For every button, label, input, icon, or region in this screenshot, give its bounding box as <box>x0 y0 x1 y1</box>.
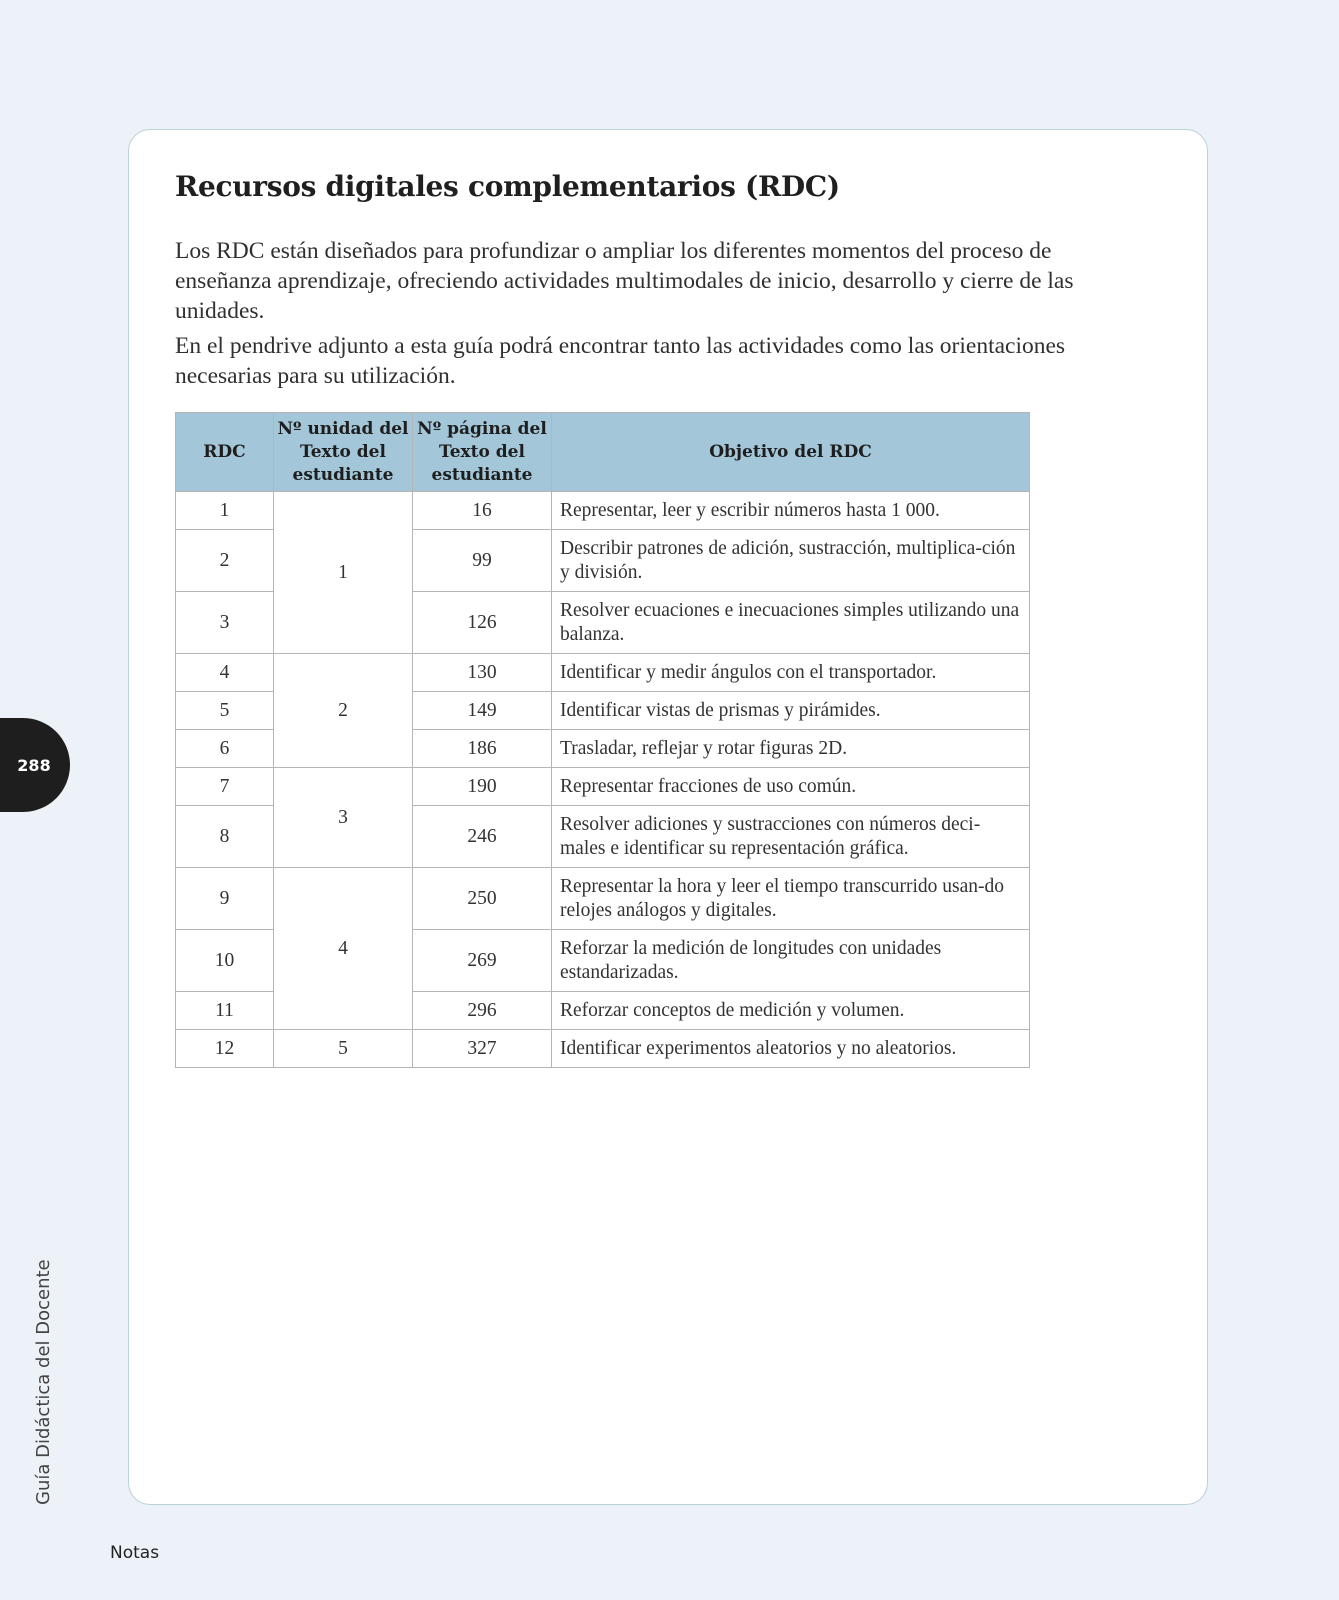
intro-text <box>175 236 1075 396</box>
unit-cell: 3 <box>274 768 413 868</box>
page-cell: 149 <box>413 692 552 730</box>
rdc-cell: 1 <box>176 492 274 530</box>
objective-cell: Identificar vistas de prismas y pirámides. <box>552 692 1030 730</box>
page-cell: 296 <box>413 992 552 1030</box>
page-cell: 186 <box>413 730 552 768</box>
unit-cell: 5 <box>274 1030 413 1068</box>
unit-cell: 4 <box>274 868 413 1030</box>
page-cell: 130 <box>413 654 552 692</box>
rdc-table <box>175 412 1030 1068</box>
table-row <box>176 492 1030 530</box>
header-objective: Objetivo del RDC <box>552 413 1030 492</box>
header-page: Nº página del Texto del estudiante <box>413 413 552 492</box>
page-title: Recursos digitales complementarios (RDC) <box>175 170 840 203</box>
intro-paragraph: En el pendrive adjunto a esta guía podrá encontrar tanto las actividades como las orientaciones necesarias para su utilización. <box>175 333 1066 389</box>
page-cell: 327 <box>413 1030 552 1068</box>
rdc-cell: 11 <box>176 992 274 1030</box>
unit-cell: 2 <box>274 654 413 768</box>
rdc-cell: 2 <box>176 530 274 592</box>
objective-cell: Trasladar, reflejar y rotar figuras 2D. <box>552 730 1030 768</box>
objective-cell: Identificar y medir ángulos con el transportador. <box>552 654 1030 692</box>
page-cell: 250 <box>413 868 552 930</box>
rdc-cell: 5 <box>176 692 274 730</box>
unit-cell: 1 <box>274 492 413 654</box>
page-cell: 190 <box>413 768 552 806</box>
page-number: 288 <box>17 755 51 775</box>
header-unit: Nº unidad del Texto del estudiante <box>274 413 413 492</box>
header-rdc: RDC <box>176 413 274 492</box>
rdc-cell: 4 <box>176 654 274 692</box>
objective-cell: Reforzar la medición de longitudes con unidades estandarizadas. <box>552 930 1030 992</box>
rdc-cell: 12 <box>176 1030 274 1068</box>
table-row <box>176 654 1030 692</box>
objective-cell: Identificar experimentos aleatorios y no aleatorios. <box>552 1030 1030 1068</box>
objective-cell: Resolver adiciones y sustracciones con números deci-males e identificar su representación gráfica. <box>552 806 1030 868</box>
rdc-cell: 9 <box>176 868 274 930</box>
objective-cell: Describir patrones de adición, sustracción, multiplica-ción y división. <box>552 530 1030 592</box>
page-cell: 16 <box>413 492 552 530</box>
page-cell: 99 <box>413 530 552 592</box>
table-row <box>176 768 1030 806</box>
table-header-row <box>176 413 1030 492</box>
objective-cell: Reforzar conceptos de medición y volumen. <box>552 992 1030 1030</box>
objective-cell: Representar fracciones de uso común. <box>552 768 1030 806</box>
content-card <box>128 129 1208 1505</box>
table-row <box>176 868 1030 930</box>
rdc-cell: 3 <box>176 592 274 654</box>
objective-cell: Representar, leer y escribir números hasta 1 000. <box>552 492 1030 530</box>
table-row <box>176 1030 1030 1068</box>
objective-cell: Resolver ecuaciones e inecuaciones simples utilizando una balanza. <box>552 592 1030 654</box>
objective-cell: Representar la hora y leer el tiempo transcurrido usan-do relojes análogos y digitales. <box>552 868 1030 930</box>
rdc-cell: 6 <box>176 730 274 768</box>
page-cell: 126 <box>413 592 552 654</box>
notes-label: Notas <box>110 1543 160 1563</box>
rdc-cell: 10 <box>176 930 274 992</box>
rdc-cell: 7 <box>176 768 274 806</box>
page-cell: 269 <box>413 930 552 992</box>
side-label: Guía Didáctica del Docente <box>33 1259 54 1505</box>
rdc-cell: 8 <box>176 806 274 868</box>
page-number-tab <box>0 718 70 812</box>
page-cell: 246 <box>413 806 552 868</box>
intro-paragraph: Los RDC están diseñados para profundizar o ampliar los diferentes momentos del proceso de enseñanza aprendizaje, ofreciendo actividades multimodales de inicio, desarrollo y cierre de las unidades. <box>175 238 1074 324</box>
